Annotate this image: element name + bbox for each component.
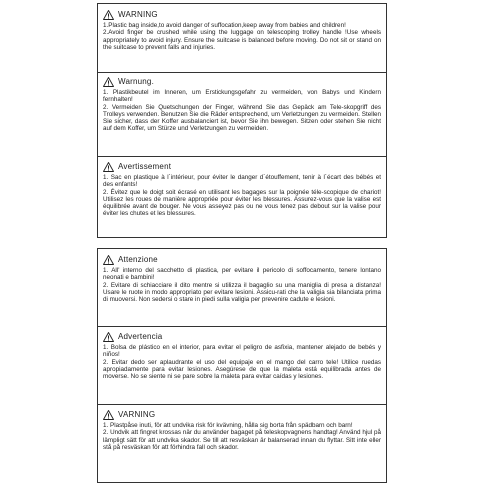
section-heading xyxy=(103,409,381,420)
section-warning-fr xyxy=(98,161,386,218)
section-heading xyxy=(103,76,381,87)
section-heading xyxy=(103,161,381,172)
section-warning-es xyxy=(98,331,386,380)
section-divider xyxy=(98,404,386,405)
section-heading xyxy=(103,254,381,265)
warning-triangle-icon xyxy=(103,10,114,20)
warning-item: 2. Vermeiden Sie Quetschungen der Finger, während Sie das Gepäck am Tele-skopgriff des Trolleys verwenden. Benutzen Sie die Räder entsprechend, um Verletzungen zu vermeiden. Stellen Sie sicher, dass der Koffer ausbalanciert ist, bevor Sie ihn bewegen. Sitzen oder stehen Sie nicht auf dem Koffer, um Stürze und Verletzungen zu vermeiden. xyxy=(103,103,381,133)
section-warning-sv xyxy=(98,409,386,451)
warning-item: 1. Bolsa de plástico en el interior, para evitar el peligro de asfixia, mantener alejado de bebés y niños! xyxy=(103,344,381,359)
section-title: VARNING xyxy=(118,409,156,419)
warning-item: 1. Plastikbeutel im Inneren, um Erstickungsgefahr zu vermeiden, von Babys und Kindern fernhalten! xyxy=(103,89,381,104)
section-divider xyxy=(98,326,386,327)
warning-item: 1.Plastic bag inside,to avoid danger of suffocation,keep away from babies and children! xyxy=(103,22,346,29)
warning-item: 2. Evitar dedo ser aplaudrante el uso del equipaje en el mango del carro tele! Utilice ruedas apropiadamente para evitar lesiones. Asegúrese de que la maleta está equilibrada antes de moverse. No se siente ni se pare sobre la maleta para evitar caídas y lesiones. xyxy=(103,358,381,381)
section-heading xyxy=(103,9,381,20)
section-divider xyxy=(98,156,386,157)
section-title: WARNING xyxy=(118,9,158,19)
section-body xyxy=(103,422,381,451)
section-body xyxy=(103,89,381,133)
section-divider xyxy=(98,72,386,73)
warning-item: 2. Evitare di schiacciare il dito mentre si utilizza il bagaglio su una maniglia di presa a distanza! Usare le ruote in modo appropriato per evitare lesioni. Assicu-rati che la valigia sia bilanciata prima di muoversi. Non sedersi o stare in piedi sulla valigia per prevenire cadute e lesioni. xyxy=(103,281,381,304)
section-title: Attenzione xyxy=(118,254,158,264)
warning-panel-top xyxy=(97,3,387,238)
section-warning-de xyxy=(98,76,386,133)
warning-item: 2. Undvik att fingret krossas när du använder bagaget på teleskopvagnens handtag! Använd hjul på lämpligt sätt för att undvika skador. Se till att resväskan är balanserad innan du flyttar. Sitt inte eller stå på resväskan för att förhindra fall och skador. xyxy=(103,429,381,451)
section-heading xyxy=(103,331,381,342)
section-title: Advertencia xyxy=(118,331,163,341)
warning-triangle-icon xyxy=(103,255,114,265)
warning-triangle-icon xyxy=(103,162,114,172)
warning-item: 1. Sac en plastique à l´intérieur, pour éviter le danger d´étouffement, tenir à l´écart des bébés et des enfants! xyxy=(103,174,381,189)
section-body xyxy=(103,174,381,218)
warning-triangle-icon xyxy=(103,332,114,342)
warning-panel-bottom xyxy=(97,248,387,483)
warning-item: 2.Avoid finger be crushed while using the luggage on telescoping trolley handle !Use wheels appropriately to avoid injury. Ensure the suitcase is balanced before moving. Do not sit or stand on the suitcase to prevent falls and injuries. xyxy=(103,29,381,51)
section-body xyxy=(103,267,381,303)
section-title: Warnung. xyxy=(118,76,154,86)
section-warning-en xyxy=(98,9,386,51)
section-title: Avertissement xyxy=(118,161,172,171)
warning-triangle-icon xyxy=(103,410,114,420)
section-warning-it xyxy=(98,254,386,303)
warning-item: 1. Plastpåse inuti, för att undvika risk för kvävning, hålla sig borta från spädbarn och barn! xyxy=(103,422,353,429)
warning-item: 1. All' interno del sacchetto di plastica, per evitare il pericolo di soffocamento, tenere lontano neonati e bambini! xyxy=(103,267,381,282)
section-body xyxy=(103,344,381,380)
warning-item: 2. Évitez que le doigt soit écrasé en utilisant les bagages sur la poignée téle-scopique de chariot! Utilisez les roues de manière appropriée pour éviter les blessures. Assurez-vous que la valise est équilibrée avant de bouger. Ne vous asseyez pas ou ne vous tenez pas debout sur la valise pour éviter les chutes et les blessures. xyxy=(103,188,381,218)
warning-triangle-icon xyxy=(103,77,114,87)
section-body xyxy=(103,22,381,51)
